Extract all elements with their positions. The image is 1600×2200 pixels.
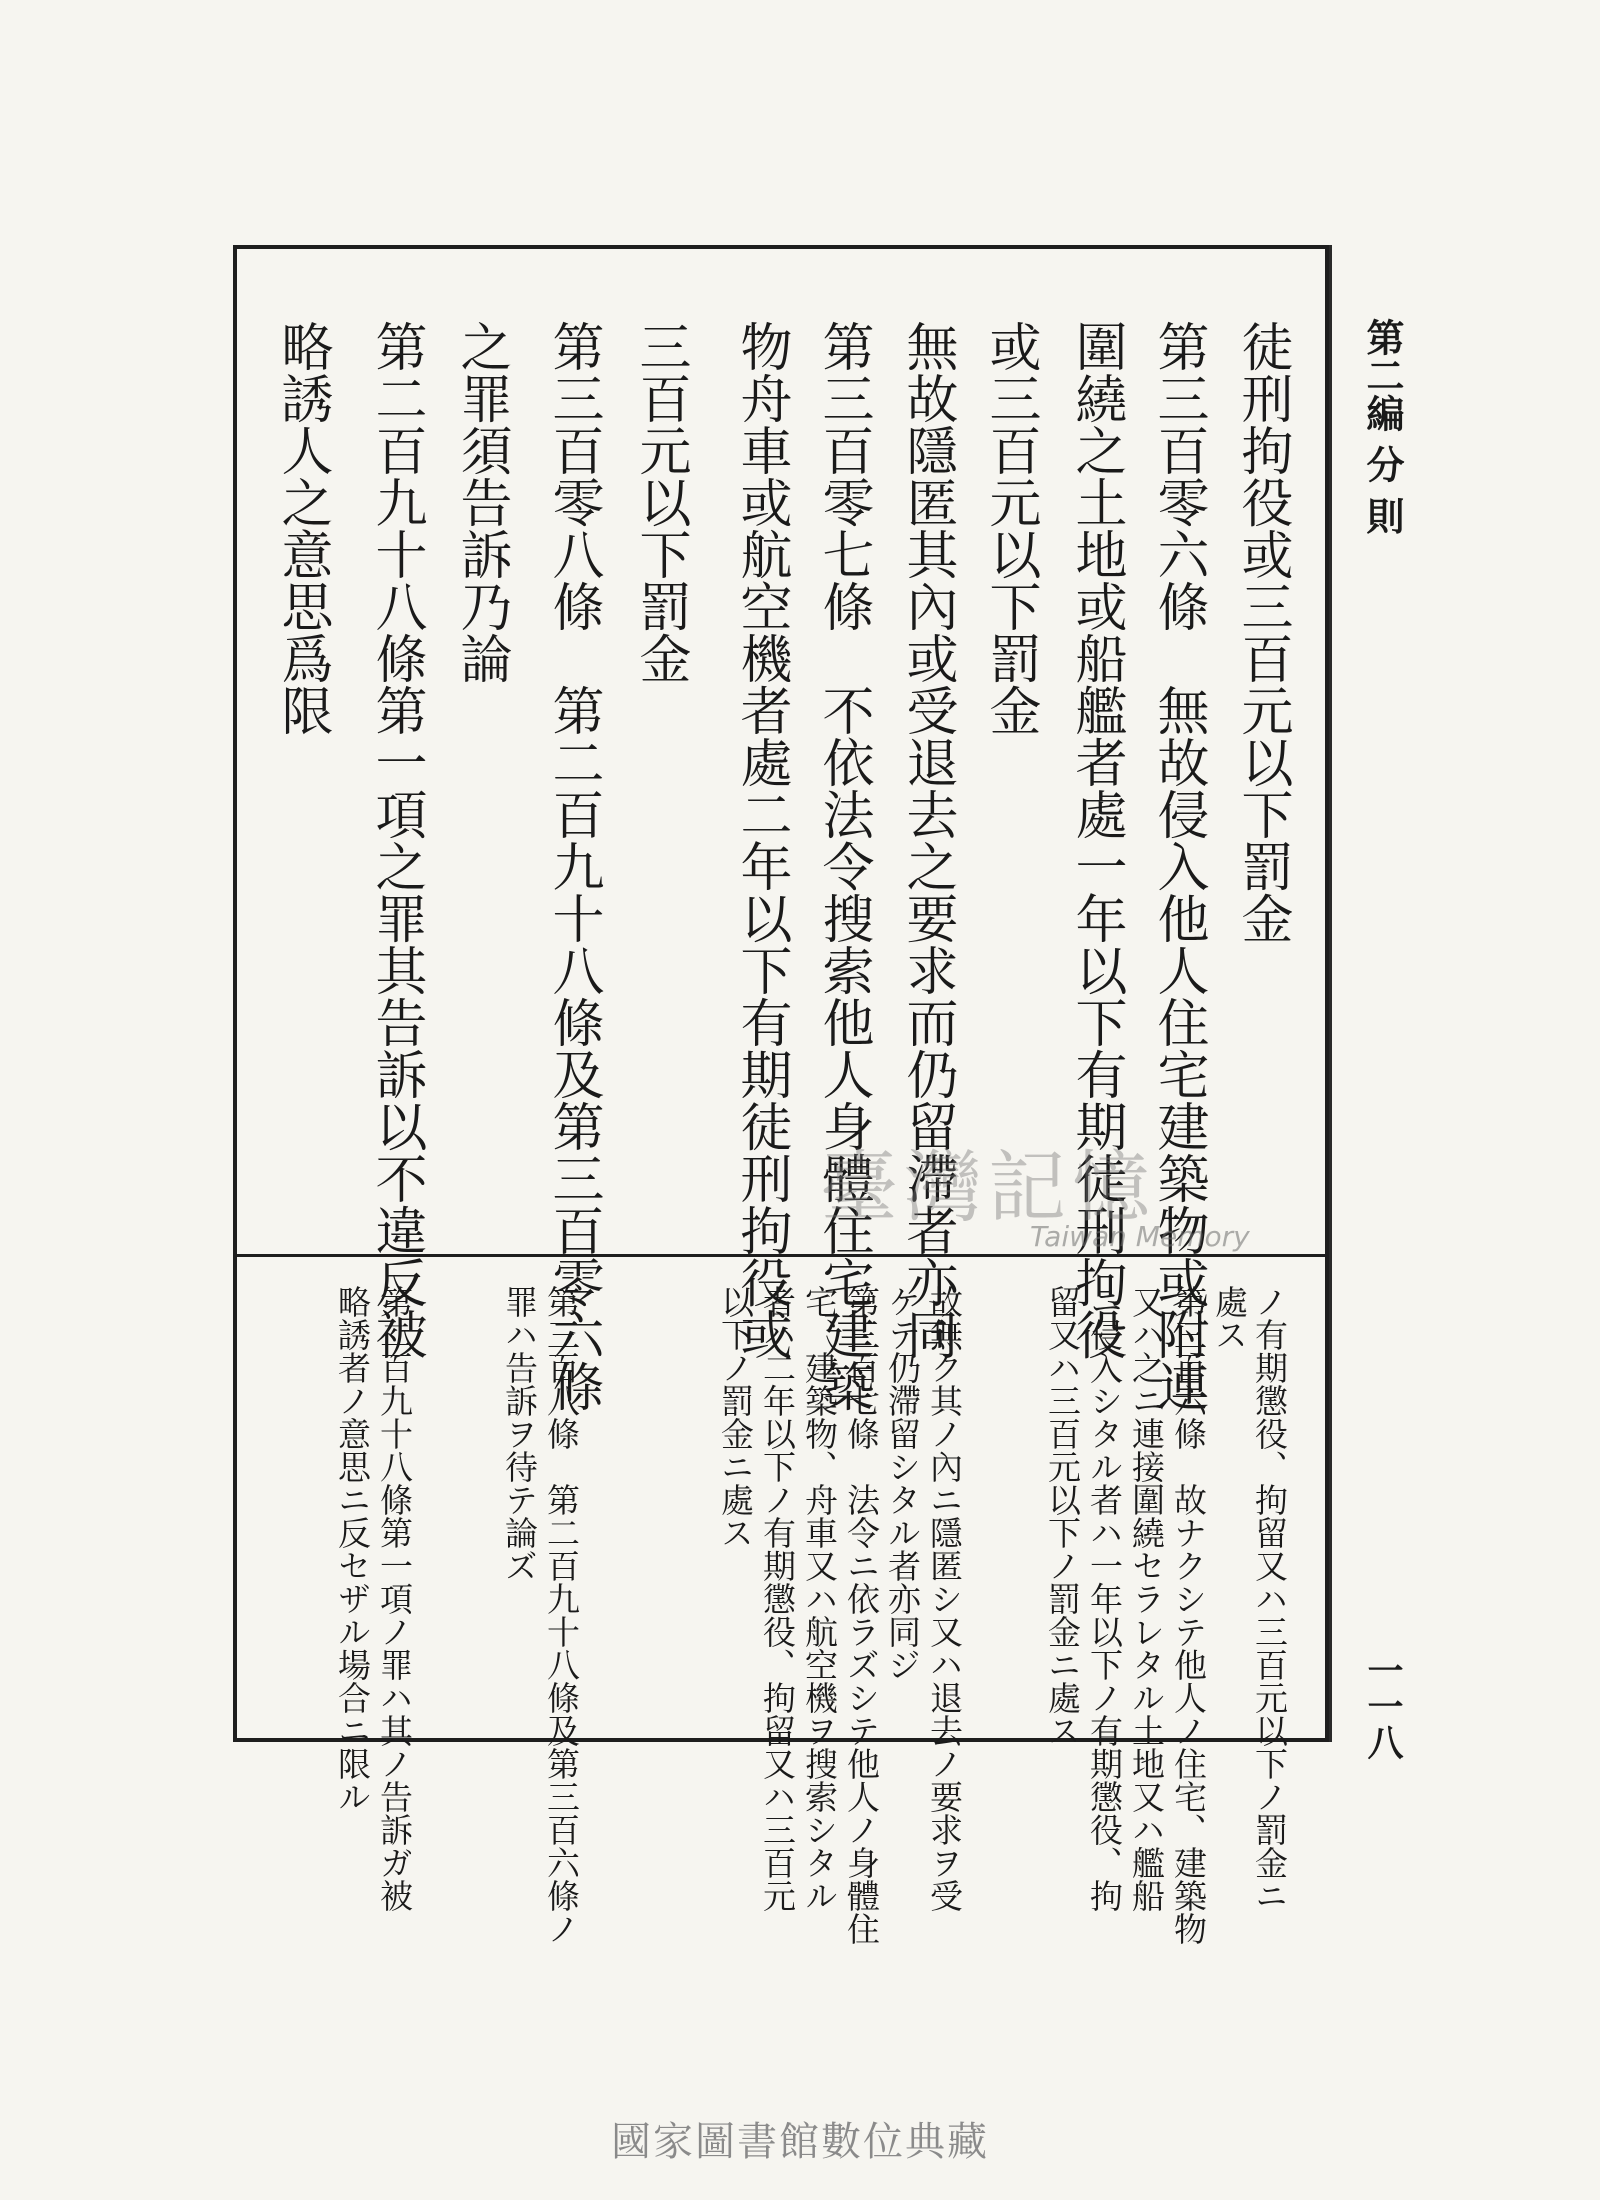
annotation-column: 以下ノ罰金ニ處ス	[716, 1285, 755, 1549]
main-column: 略誘人之意思爲限	[272, 320, 332, 736]
main-column: 第二百九十八條第一項之罪其告訴以不違反被	[366, 320, 426, 1360]
annotation-column: 罪ハ告訴ヲ待テ論ズ	[500, 1285, 539, 1582]
annotation-column: 第三百七條 法令ニ依ラズシテ他人ノ身體住	[842, 1285, 881, 1945]
annotation-column: 第二百九十八條第一項ノ罪ハ其ノ告訴ガ被	[375, 1285, 414, 1912]
annotation-column: 宅、建築物、舟車又ハ航空機ヲ搜索シタル	[800, 1285, 839, 1912]
watermark-english: Taiwan Memory	[1030, 1220, 1250, 1253]
watermark-chinese: 臺灣記憶	[820, 1143, 1157, 1233]
annotation-column: ニ侵入シタル者ハ一年以下ノ有期懲役、拘	[1085, 1285, 1124, 1912]
main-column: 第三百零七條 不依法令搜索他人身體住宅建築	[813, 320, 873, 1412]
page-number: 一一八	[1362, 1652, 1404, 1760]
main-column: 第三百零八條 第二百九十八條及第三百零六條	[543, 320, 603, 1412]
main-column: 之罪須告訴乃論	[451, 320, 511, 684]
annotation-column: 留又ハ三百元以下ノ罰金ニ處ス	[1043, 1285, 1082, 1747]
annotation-column: ケテ仍滯留シタル者亦同ジ	[883, 1285, 922, 1681]
annotation-column: 處ス	[1210, 1285, 1249, 1351]
main-column: 物舟車或航空機者處二年以下有期徒刑拘役或	[731, 320, 791, 1360]
main-column: 無故隱匿其內或受退去之要求而仍留滯者亦同	[897, 320, 957, 1360]
main-column: 或三百元以下罰金	[980, 320, 1040, 736]
main-column: 三百元以下罰金	[630, 320, 690, 684]
annotation-column: 又ハ之ニ連接圍繞セラレタル土地又ハ艦船	[1127, 1285, 1166, 1912]
annotation-column: 故無ク其ノ內ニ隱匿シ又ハ退去ノ要求ヲ受	[925, 1285, 964, 1912]
main-column: 第三百零六條 無故侵入他人住宅建築物或附連	[1148, 320, 1208, 1412]
annotation-column: 第三百六條 故ナクシテ他人ノ住宅、建築物	[1169, 1285, 1208, 1945]
main-column: 徒刑拘役或三百元以下罰金	[1232, 320, 1292, 944]
footer-credit: 國家圖書館數位典藏	[611, 2119, 989, 2165]
annotation-column: ノ有期懲役、拘留又ハ三百元以下ノ罰金ニ	[1250, 1285, 1289, 1912]
annotation-column: 略誘者ノ意思ニ反セザル場合ニ限ル	[333, 1285, 372, 1813]
margin-rule	[1329, 245, 1332, 1742]
section-header: 第二編 分 則	[1360, 318, 1405, 535]
main-column: 圍繞之土地或船艦者處一年以下有期徒刑拘役	[1066, 320, 1126, 1360]
annotation-column: 第三百八條 第二百九十八條及第三百六條ノ	[542, 1285, 581, 1945]
annotation-column: 者ハ二年以下ノ有期懲役、拘留又ハ三百元	[758, 1285, 797, 1912]
